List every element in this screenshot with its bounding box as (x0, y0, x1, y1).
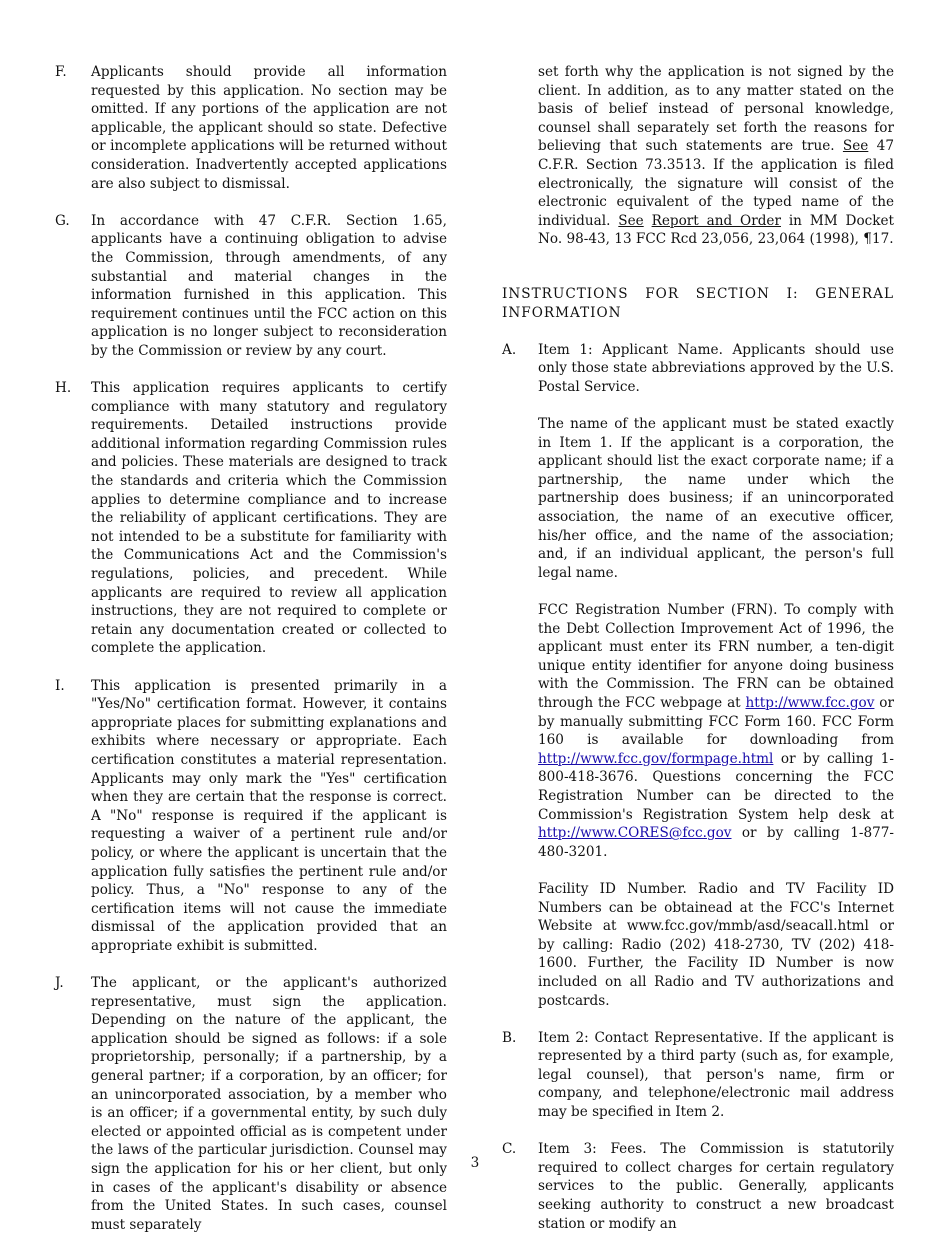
report-and-order-citation: Report and Order (651, 212, 781, 229)
section-heading (502, 285, 894, 322)
frn-paragraph (538, 601, 894, 861)
facility-id-paragraph: Facility ID Number. Radio and TV Facility ID Numbers can be obtainead at the FCC's Internet Website at www.fcc.gov/mmb/asd/seacall.html or by calling: Radio (202) 418-2730, TV (202) 418-1600. Further, the Facility ID Number is now included on all Radio and TV authorizations and postcards. (538, 880, 894, 1009)
item-text: In accordance with 47 C.F.R. Section 1.65, applicants have a continuing obligation to advise the Commission, through amendments, of any substantial and material changes in the information furnished in this application. This requirement continues until the FCC action on this application is no longer subject to reconsideration by the Commission or review by any court. (91, 212, 447, 359)
item-b (502, 1029, 894, 1122)
fcc-website-link[interactable]: http://www.fcc.gov (745, 695, 875, 711)
applicant-name-paragraph: The name of the applicant must be stated exactly in Item 1. If the applicant is a corporation, the applicant should list the exact corporate name; if a partnership, the name under which the partnership does business; if an unincorporated association, the name of an executive officer, his/her office, and the name of the association; and, if an individual applicant, the person's full legal name. (538, 416, 894, 581)
item-text: This application is presented primarily in a "Yes/No" certification format. However, it contains appropriate places for submitting explanations and exhibits where necessary or appropriate. Each certification constitutes a material representation. Applicants may only mark the "Yes" certification when they are certain that the response is correct. A "No" response is required if the applicant is requesting a waiver of a pertinent rule and/or policy, or where the applicant is uncertain that the application fully satisfies the pertinent rule and/or policy. Thus, a "No" response to any of the certification items will not cause the immediate dismissal of the application provided that an appropriate exhibit is submitted. (91, 677, 447, 954)
item-text: This application requires applicants to certify compliance with many statutory and regulatory requirements. Detailed instructions provide additional information regarding Commission rules and policies. These materials are designed to track the standards and criteria which the Commission applies to determine compliance and to increase the reliability of applicant certifications. They are not intended to be a substitute for familiarity with the Communications Act and the Commission's regulations, policies, and precedent. While applicants are required to review all application instructions, they are not required to complete or retain any documentation created or collected to complete the application. (91, 380, 447, 657)
right-column (502, 63, 894, 1252)
item-j (55, 974, 447, 1234)
item-text: Item 1: Applicant Name. Applicants should use only those state abbreviations approved by the U.S. Postal Service. (538, 341, 894, 395)
item-letter: G. (55, 212, 70, 229)
item-j-continuation (538, 63, 894, 249)
item-letter: C. (502, 1141, 517, 1158)
continuation-text: in MM Docket No. 98-43, 13 FCC Rcd 23,056, 23,064 (1998), ¶17. (538, 212, 894, 248)
item-letter: I. (55, 677, 65, 694)
continuation-text: set forth why the application is not signed by the client. In addition, as to any matter stated on the basis of belief instead of personal knowledge, counsel shall separately set forth the reasons for believing that such statements are true. (538, 64, 894, 155)
frn-text: or by calling 1-800-418-3676. Questions concerning the FCC Registration Number can be directed to the Commission's Registration System help desk at (538, 750, 894, 823)
item-text: Item 3: Fees. The Commission is statutorily required to collect charges for certain regulatory services to the public. Generally, applicants seeking authority to construct a new broadcast station or modify an (538, 1141, 894, 1232)
item-f (55, 63, 447, 193)
item-h (55, 379, 447, 658)
section-heading-line: INSTRUCTIONS FOR SECTION I: GENERAL (502, 285, 894, 302)
item-letter: F. (55, 64, 67, 80)
item-i (55, 677, 447, 956)
frn-text: or by calling 1-877-480-3201. (538, 825, 894, 860)
item-a (502, 341, 894, 397)
frn-text: FCC Registration Number (FRN). To comply with the Debt Collection Improvement Act of 1996, the applicant must enter its FRN number, a ten-digit unique entity identifier for anyone doing business with the Commission. The FRN can be obtained through the FCC webpage at (538, 602, 894, 711)
left-column (55, 63, 447, 1253)
item-letter: A. (502, 341, 517, 358)
see-citation: See (618, 212, 644, 229)
see-citation: See (842, 138, 869, 155)
section-heading-line: INFORMATION (502, 304, 622, 321)
item-text: Item 2: Contact Representative. If the applicant is represented by a third party (such as, for example, legal counsel), that person's name, firm or company, and telephone/electronic mail address may be specified in Item 2. (538, 1029, 894, 1121)
continuation-text: 47 C.F.R. Section 73.3513. If the application is filed electronically, the signature will consist of the electronic equivalent of the typed name of the individual. (538, 138, 894, 229)
item-letter: H. (55, 380, 72, 397)
item-letter: J. (55, 975, 64, 992)
item-text: The applicant, or the applicant's authorized representative, must sign the application. Depending on the nature of the applicant, the application should be signed as follows: if a sole proprietorship, personally; if a partnership, by a general partner; if a corporation, by an officer; for an unincorporated association, by a member who is an officer; if a governmental entity, by such duly elected or appointed official as is competent under the laws of the particular jurisdiction. Counsel may sign the application for his or her client, but only in cases of the applicant's disability or absence from the United States. In such cases, counsel must separately (91, 975, 447, 1233)
item-g (55, 212, 447, 361)
page-number: 3 (470, 1155, 480, 1171)
cores-help-link[interactable]: http://www.CORES@fcc.gov (538, 825, 732, 842)
item-letter: B. (502, 1029, 517, 1046)
item-text: Applicants should provide all information requested by this application. No section may be omitted. If any portions of the application are not applicable, the applicant should so state. Defective or incomplete applications will be returned without consideration. Inadvertently accepted applications are also subject to dismissal. (91, 64, 447, 192)
frn-text: or by manually submitting FCC Form 160. FCC Form 160 is available for downloading from (538, 695, 894, 749)
form-page-link[interactable]: http://www.fcc.gov/formpage.html (538, 750, 774, 767)
